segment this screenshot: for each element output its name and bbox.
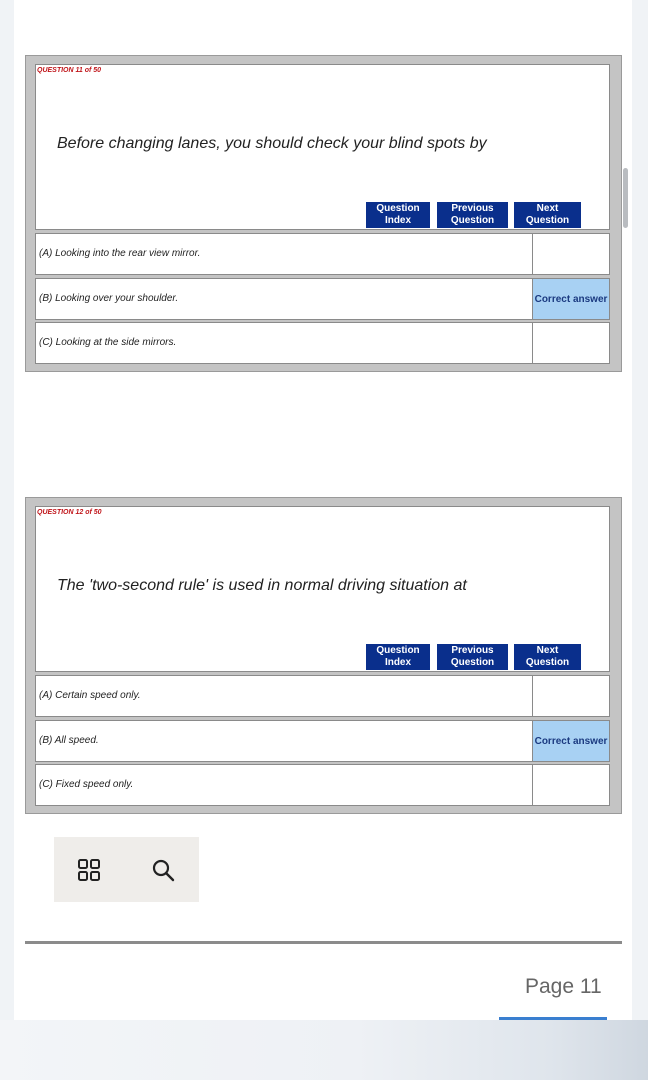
answer-text: (B) All speed. (39, 735, 99, 746)
answer-status-cell (532, 764, 610, 806)
answer-text: (B) Looking over your shoulder. (39, 293, 179, 304)
question-panel (35, 506, 610, 672)
answer-text: (C) Fixed speed only. (39, 779, 134, 790)
answer-option-b[interactable] (35, 278, 610, 320)
answer-text: (A) Looking into the rear view mirror. (39, 248, 201, 259)
answer-option-a[interactable] (35, 675, 610, 717)
question-number: QUESTION 12 of 50 (37, 509, 102, 516)
active-page-indicator (499, 1017, 607, 1020)
answer-option-b[interactable] (35, 720, 610, 762)
page-divider (25, 941, 622, 944)
correct-answer-badge: Correct answer (532, 720, 610, 762)
search-icon (150, 857, 176, 883)
answer-option-c[interactable] (35, 322, 610, 364)
question-text: Before changing lanes, you should check your blind spots by (57, 135, 487, 152)
grid-view-button[interactable] (76, 857, 102, 883)
answer-text: (C) Looking at the side mirrors. (39, 337, 177, 348)
page-number: Page 11 (525, 975, 602, 998)
question-text: The 'two-second rule' is used in normal driving situation at (57, 577, 467, 594)
answer-status-cell (532, 322, 610, 364)
previous-question-button[interactable]: Previous Question (437, 644, 508, 670)
question-number: QUESTION 11 of 50 (37, 67, 102, 74)
question-panel (35, 64, 610, 230)
floating-toolbar (54, 837, 199, 902)
next-question-button[interactable]: Next Question (514, 644, 581, 670)
grid-icon (76, 857, 102, 883)
bottom-background (0, 1020, 648, 1080)
next-question-button[interactable]: Next Question (514, 202, 581, 228)
question-card-12 (25, 497, 622, 814)
answer-option-c[interactable] (35, 764, 610, 806)
correct-answer-badge: Correct answer (532, 278, 610, 320)
answer-status-cell (532, 233, 610, 275)
previous-question-button[interactable]: Previous Question (437, 202, 508, 228)
answer-status-cell (532, 675, 610, 717)
answer-option-a[interactable] (35, 233, 610, 275)
question-index-button[interactable]: Question Index (366, 202, 430, 228)
search-button[interactable] (150, 857, 176, 883)
question-card-11 (25, 55, 622, 372)
scrollbar-thumb[interactable] (623, 168, 628, 228)
question-index-button[interactable]: Question Index (366, 644, 430, 670)
answer-text: (A) Certain speed only. (39, 690, 141, 701)
